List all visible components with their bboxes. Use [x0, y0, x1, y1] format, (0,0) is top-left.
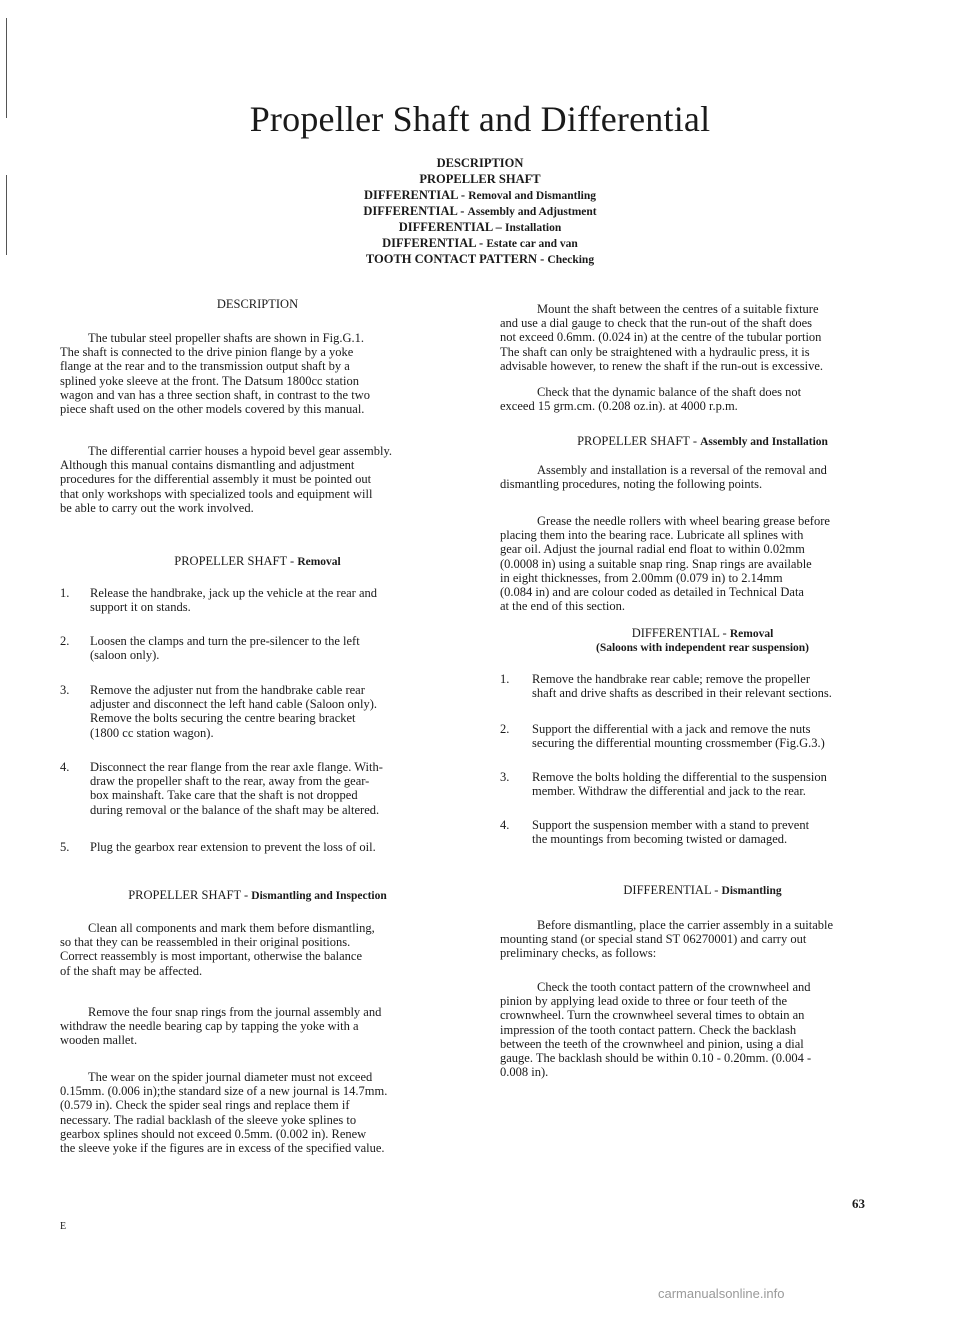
section-heading-diff-dismantling: DIFFERENTIAL - Dismantling [623, 883, 782, 897]
diff-dismantling-paragraph: Check the tooth contact pattern of the crownwheel and pinion by applying lead oxide to three or four teeth of the crownwheel. Turn the crownwheel several times to obtain an impression of the tooth contact pattern. Check the backlash between the teeth of the crownwheel and pinion, using a dial gauge. The backlash should be within 0.10 - 0.20mm. (0.004 - 0.008 in). [500, 980, 812, 1080]
page-number: 63 [852, 1196, 865, 1211]
page-title: Propeller Shaft and Differential [249, 99, 711, 139]
list-item: 4. Support the suspension member with a stand to prevent the mountings from becoming twisted or damaged. [500, 818, 810, 847]
assembly-paragraph: Assembly and installation is a reversal of the removal and dismantling procedures, noting the following points. [500, 463, 827, 492]
list-item: 1. Remove the handbrake rear cable; remove the propeller shaft and drive shafts as described in their relevant sections. [500, 672, 832, 701]
list-item: 4. Disconnect the rear flange from the rear axle flange. With- draw the propeller shaft to the rear, away from the gear- box mainshaft. Take care that the shaft is not dropped during removal or the balance of the shaft may be altered. [60, 760, 383, 817]
balance-paragraph: Check that the dynamic balance of the shaft does not exceed 15 grm.cm. (0.208 oz.in). at 4000 r.p.m. [500, 385, 802, 414]
list-item: 3. Remove the adjuster nut from the handbrake cable rear adjuster and disconnect the left hand cable (Saloon only). Remove the bolts securing the centre bearing bracket (1800 cc station wagon). [60, 683, 378, 740]
dismantling-paragraph: Remove the four snap rings from the journal assembly and withdraw the needle bearing cap by tapping the yoke with a wooden mallet. [60, 1005, 382, 1048]
diff-dismantling-paragraph: Before dismantling, place the carrier assembly in a suitable mounting stand (or special stand ST 06270001) and carry out preliminary checks, as follows: [500, 918, 834, 961]
description-paragraph: The differential carrier houses a hypoid bevel gear assembly. Although this manual contains dismantling and adjustment procedures for the differential assembly it must be pointed out that only workshops with specialized tools and equipment will be able to carry out the work involved. [60, 444, 393, 515]
section-heading-dismantling: PROPELLER SHAFT - Dismantling and Inspection [128, 888, 387, 902]
section-heading-removal: PROPELLER SHAFT - Removal [174, 554, 341, 568]
footer-letter: E [60, 1221, 67, 1232]
contents-list [0, 156, 960, 268]
description-paragraph: The tubular steel propeller shafts are shown in Fig.G.1. The shaft is connected to the drive pinion flange by a yoke flange at the rear and to the transmission output shaft by a splined yoke sleeve at the front. The Datsum 1800cc station wagon and van has a three section shaft, in contrast to the two piece shaft used on the other models covered by this manual. [60, 331, 370, 417]
runout-paragraph: Mount the shaft between the centres of a suitable fixture and use a dial gauge to check that the run-out of the shaft does not exceed 0.6mm. (0.024 in) at the centre of the tubular portion The shaft can only be straightened with a hydraulic press, it is advisable however, to renew the shaft if the run-out is excessive. [500, 302, 824, 373]
section-heading-assembly: PROPELLER SHAFT - Assembly and Installation [577, 434, 828, 448]
list-item: 2. Loosen the clamps and turn the pre-silencer to the left (saloon only). [60, 634, 360, 663]
list-item: 1. Release the handbrake, jack up the vehicle at the rear and support it on stands. [60, 586, 378, 615]
list-item: 5. Plug the gearbox rear extension to prevent the loss of oil. [60, 840, 376, 854]
assembly-paragraph: Grease the needle rollers with wheel bearing grease before placing them into the bearing race. Lubricate all splines with gear oil. Adjust the journal radial end float to within 0.02mm (0.0008 in) using a suitable snap ring. Snap rings are available in eight thicknesses, from 2.00mm (0.079 in) to 2.14mm (0.084 in) and are colour coded as detailed in Technical Data at the end of this section. [500, 514, 830, 614]
contents-item: TOOTH CONTACT PATTERN - Checking [365, 252, 595, 266]
section-heading-description: DESCRIPTION [216, 297, 299, 311]
watermark: carmanualsonline.info [658, 1286, 785, 1301]
dismantling-paragraph: The wear on the spider journal diameter must not exceed 0.15mm. (0.006 in);the standard size of a new journal is 14.7mm. (0.579 in). Check the spider seal rings and replace them if necessary. The radial backlash of the sleeve yoke splines to gearbox splines should not exceed 0.5mm. (0.002 in). Renew the sleeve yoke if the figures are in excess of the specified value. [60, 1070, 388, 1156]
contents-item: DIFFERENTIAL - Assembly and Adjustment [363, 204, 597, 218]
contents-item: DIFFERENTIAL - Removal and Dismantling [364, 188, 596, 202]
section-heading-diff-removal: DIFFERENTIAL - Removal [631, 626, 774, 640]
dismantling-paragraph: Clean all components and mark them before dismantling, so that they can be reassembled in their original positions. Correct reassembly is most important, otherwise the balance of the shaft may be affected. [60, 921, 375, 978]
contents-item: DIFFERENTIAL – Installation [398, 220, 562, 234]
list-item: 3. Remove the bolts holding the differential to the suspension member. Withdraw the differential and jack to the rear. [500, 770, 827, 799]
list-item: 2. Support the differential with a jack and remove the nuts securing the differential mounting crossmember (Fig.G.3.) [500, 722, 825, 751]
section-subheading: (Saloons with independent rear suspension) [595, 642, 809, 654]
contents-item: PROPELLER SHAFT [419, 172, 541, 186]
contents-item: DIFFERENTIAL - Estate car and van [382, 236, 578, 250]
contents-item: DESCRIPTION [436, 156, 524, 170]
